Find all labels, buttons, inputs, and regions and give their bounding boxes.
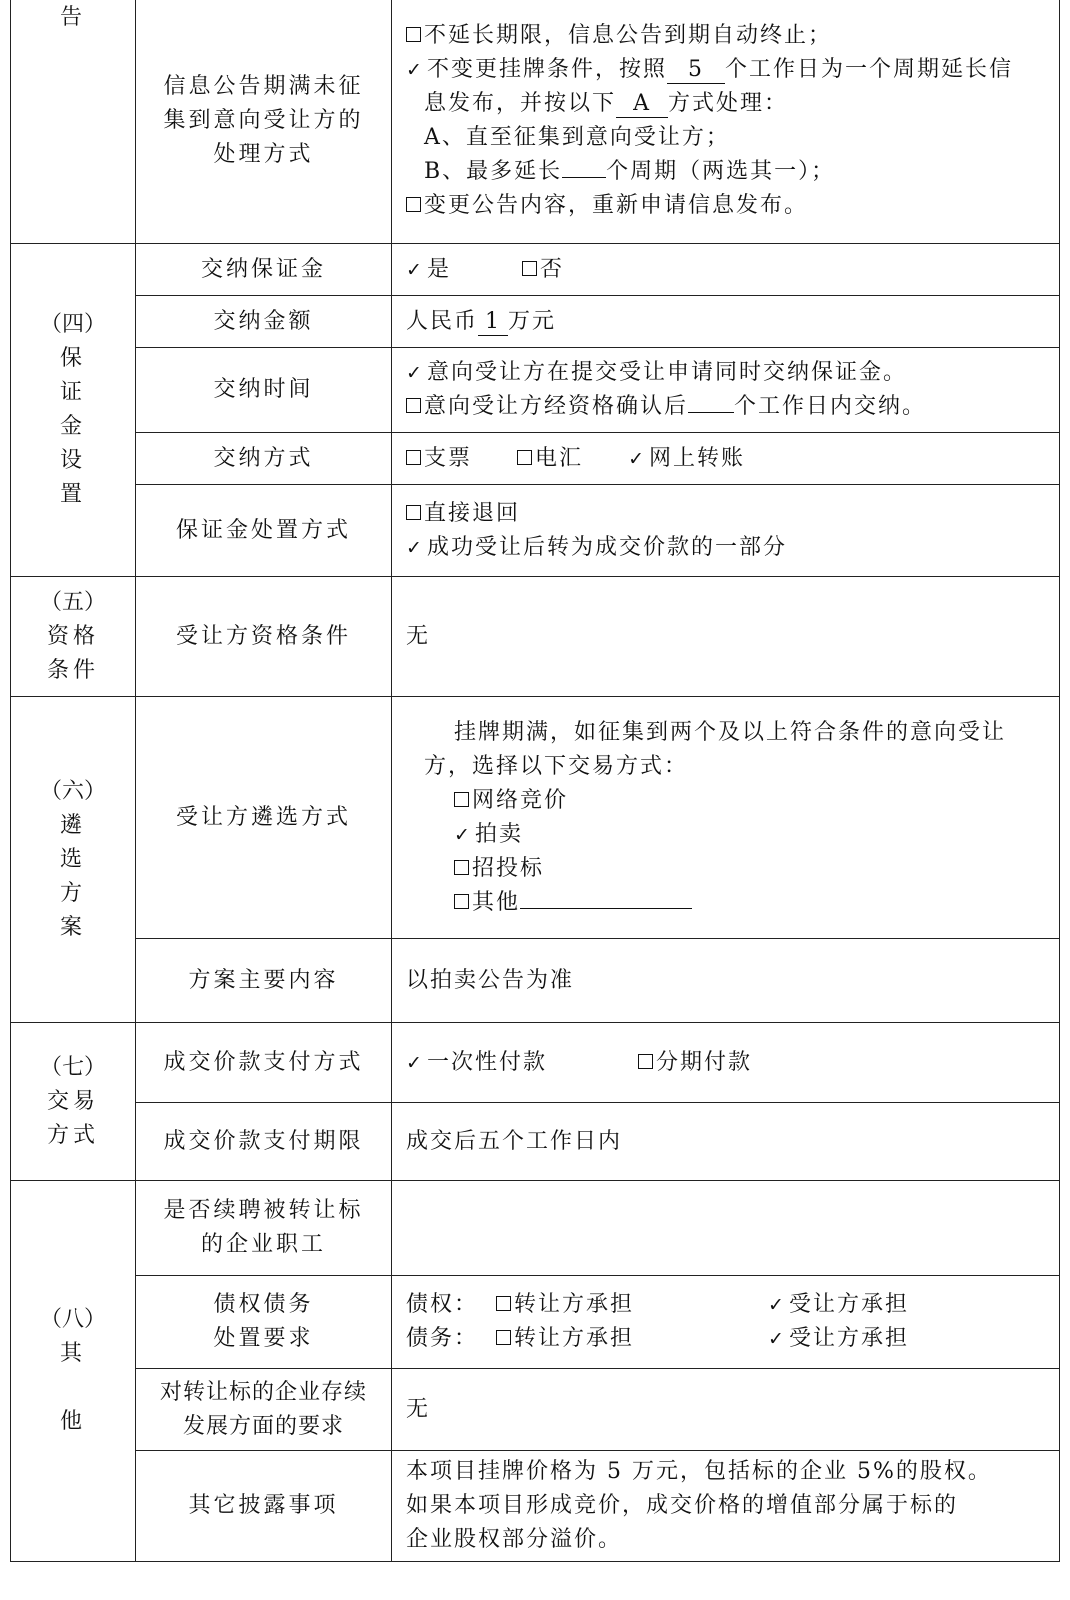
expiry-option-1: 不延长期限，信息公告到期自动终止；: [406, 19, 1045, 53]
expiry-option-2-b: B、最多延长 个周期（两选其一）；: [424, 159, 836, 184]
value-pay-deposit: ✓ 是 否: [392, 244, 1060, 296]
creditor-row: 债权： 转让方承担 ✓ 受让方承担: [406, 1288, 1045, 1322]
checkbox-empty-icon: [406, 450, 421, 465]
value-deposit-time: ✓ 意向受让方在提交受让申请同时交纳保证金。 意向受让方经资格确认后 个工作日内交纳。: [392, 348, 1060, 433]
section-selection: （六） 遴 选 方 案: [11, 697, 136, 1023]
workdays-blank: [688, 412, 734, 413]
label-other-disclosure: 其它披露事项: [136, 1451, 392, 1562]
label-payment-deadline: 成交价款支付期限: [136, 1103, 392, 1181]
label-pay-deposit: 交纳保证金: [136, 244, 392, 296]
disclosure-table: [10, 0, 1060, 1562]
value-development: 无: [392, 1369, 1060, 1451]
value-payment-deadline: 成交后五个工作日内: [392, 1103, 1060, 1181]
value-buyer-selection: 挂牌期满，如征集到两个及以上符合条件的意向受让 方，选择以下交易方式： 网络竞价 ✓ 拍卖 招投标 其他: [392, 697, 1060, 939]
label-staff-retention: 是否续聘被转让标 的企业职工: [136, 1181, 392, 1276]
checkbox-empty-icon: [406, 197, 421, 212]
label-plan-content: 方案主要内容: [136, 939, 392, 1023]
checkbox-empty-icon: [454, 860, 469, 875]
label-development: 对转让标的企业存续 发展方面的要求: [136, 1369, 392, 1451]
value-deposit-method: 支票 电汇 ✓ 网上转账: [392, 433, 1060, 485]
checkbox-empty-icon: [406, 398, 421, 413]
check-mark-icon: ✓: [768, 1328, 786, 1350]
section-other: （八） 其 他: [11, 1181, 136, 1562]
value-other-disclosure: 本项目挂牌价格为 5 万元，包括标的企业 5%的股权。 如果本项目形成竞价，成交价格的增值部分属于标的 企业股权部分溢价。: [392, 1451, 1060, 1562]
checkbox-empty-icon: [638, 1054, 653, 1069]
label-deposit-time: 交纳时间: [136, 348, 392, 433]
checkbox-empty-icon: [496, 1330, 511, 1345]
check-mark-icon: ✓: [768, 1294, 786, 1316]
label-deposit-disposal: 保证金处置方式: [136, 485, 392, 577]
check-mark-icon: ✓: [406, 1051, 424, 1074]
processing-mode: A: [616, 91, 668, 118]
check-mark-icon: ✓: [406, 536, 424, 559]
section-notice-tail: [11, 0, 136, 244]
value-plan-content: 以拍卖公告为准: [392, 939, 1060, 1023]
expiry-option-2-a: A、直至征集到意向受让方；: [424, 125, 730, 150]
max-periods-blank: [562, 177, 606, 178]
section-qualification: （五） 资格 条件: [11, 577, 136, 697]
checkbox-empty-icon: [454, 894, 469, 909]
label-deposit-amount: 交纳金额: [136, 296, 392, 348]
expiry-option-3: 变更公告内容，重新申请信息发布。: [406, 189, 1045, 223]
section-label: 告: [59, 5, 86, 30]
check-mark-icon: ✓: [406, 258, 424, 281]
section-deposit: （四） 保 证 金 设 置: [11, 244, 136, 577]
checkbox-empty-icon: [406, 505, 421, 520]
value-debt-disposal: [392, 1276, 1060, 1369]
expiry-option-2: ✓ 不变更挂牌条件，按照 5 个工作日为一个周期延长信: [406, 53, 1045, 87]
check-mark-icon: ✓: [406, 362, 424, 384]
check-mark-icon: ✓: [454, 823, 472, 846]
value-deposit-amount: 人民币 1 万元: [392, 296, 1060, 348]
value-deposit-disposal: 直接退回 ✓ 成功受让后转为成交价款的一部分: [392, 485, 1060, 577]
section-trade: （七） 交易 方式: [11, 1023, 136, 1181]
value-staff-retention: [392, 1181, 1060, 1276]
value-buyer-qualification: 无: [392, 577, 1060, 697]
debtor-row: 债务： 转让方承担 ✓ 受让方承担: [406, 1322, 1045, 1356]
label-buyer-selection: 受让方遴选方式: [136, 697, 392, 939]
checkbox-empty-icon: [496, 1296, 511, 1311]
checkbox-empty-icon: [406, 27, 421, 42]
checkbox-empty-icon: [454, 792, 469, 807]
deposit-amount-number: 1: [478, 309, 508, 336]
label-expiry-handling: 信息公告期满未征 集到意向受让方的 处理方式: [136, 0, 392, 244]
value-payment-method: ✓ 一次性付款 分期付款: [392, 1023, 1060, 1103]
other-method-blank: [520, 908, 692, 909]
label-buyer-qualification: 受让方资格条件: [136, 577, 392, 697]
value-expiry-handling: 不延长期限，信息公告到期自动终止； ✓ 不变更挂牌条件，按照 5 个工作日为一个周期延长信 息发布，并按以下 A 方式处理： A、直至征集到意向受让方； B、最多延长 个周期（两选其一）； 变更公告内容，重新申请信息发布。: [392, 0, 1060, 244]
label-deposit-method: 交纳方式: [136, 433, 392, 485]
label-payment-method: 成交价款支付方式: [136, 1023, 392, 1103]
extension-days: 5: [667, 57, 725, 84]
label-debt-disposal: 债权债务 处置要求: [136, 1276, 392, 1369]
check-mark-icon: ✓: [628, 447, 646, 470]
checkbox-empty-icon: [522, 261, 537, 276]
check-mark-icon: ✓: [406, 59, 424, 81]
checkbox-empty-icon: [517, 450, 532, 465]
